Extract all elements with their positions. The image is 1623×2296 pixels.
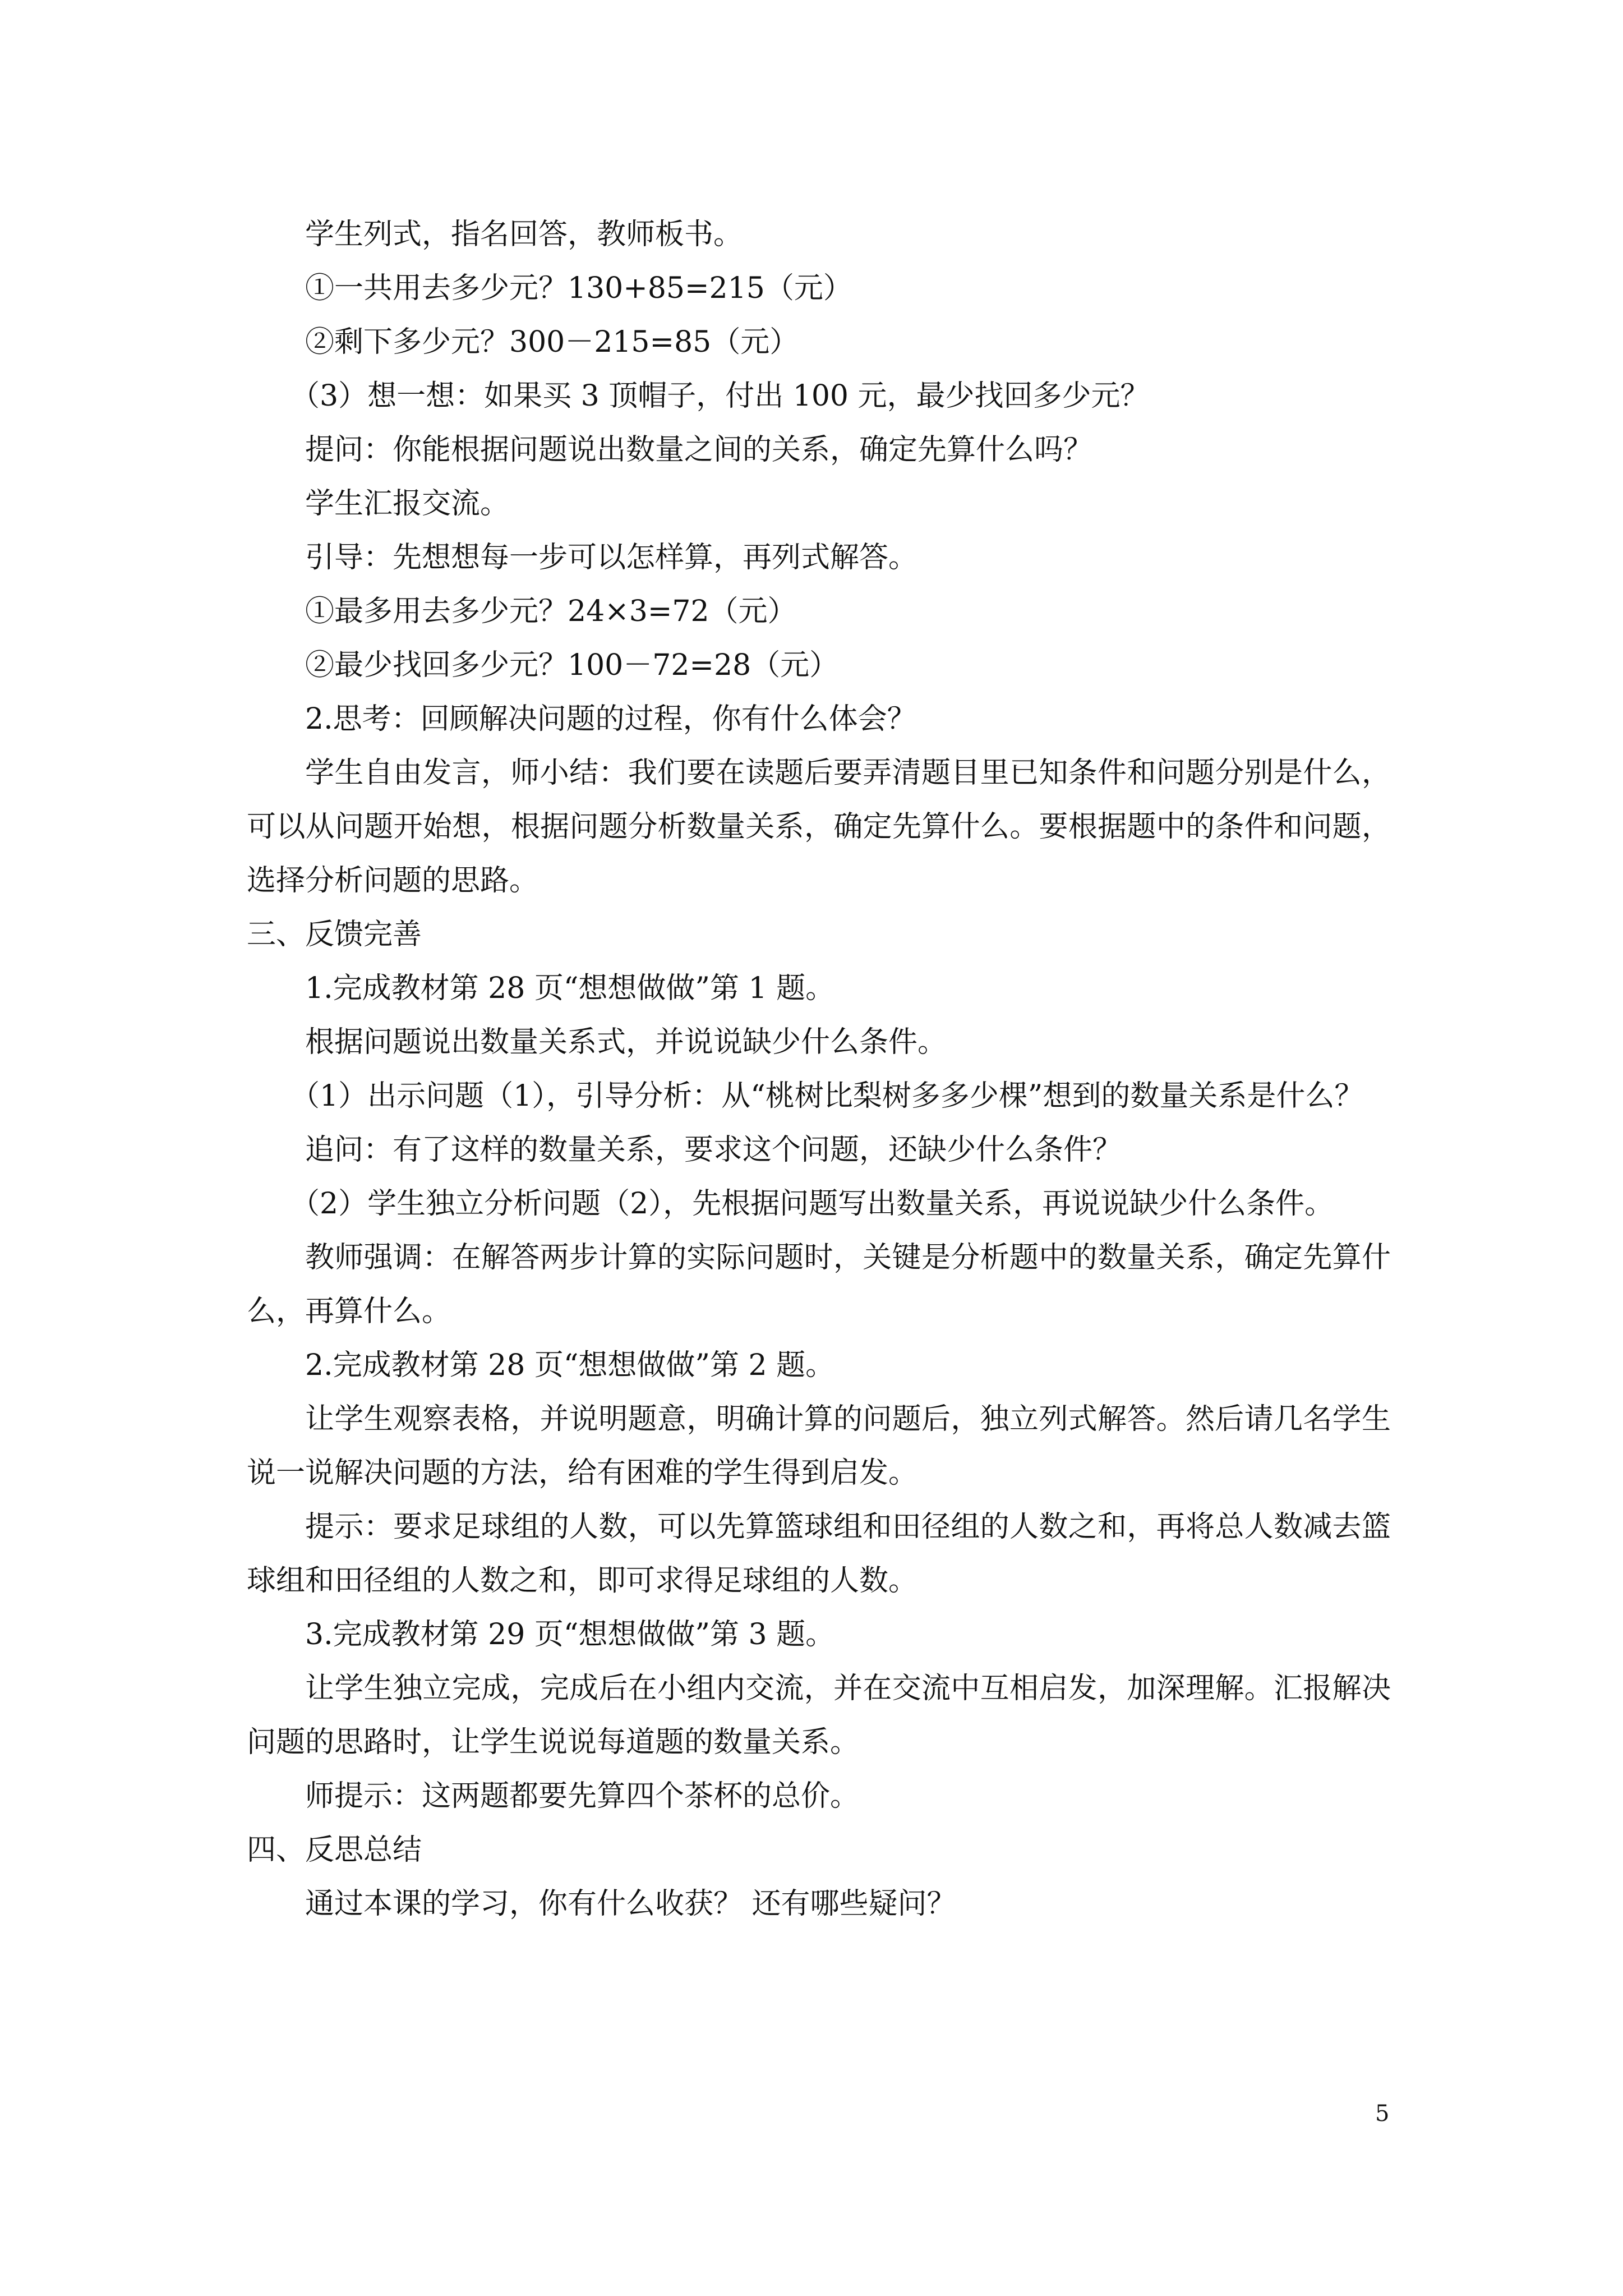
paragraph: 提示：要求足球组的人数，可以先算篮球组和田径组的人数之和，再将总人数减去篮球组和田径组的人数之和，即可求得足球组的人数。 — [247, 1510, 1391, 1598]
section-heading: 三、反馈完善 — [247, 918, 422, 951]
paragraph: 2.思考：回顾解决问题的过程，你有什么体会？ — [305, 702, 916, 736]
paragraph: 3.完成教材第 29 页“想想做做”第 3 题。 — [305, 1618, 835, 1651]
paragraph: 让学生观察表格，并说明题意，明确计算的问题后，独立列式解答。然后请几名学生说一说解决问题的方法，给有困难的学生得到启发。 — [247, 1402, 1391, 1490]
paragraph: 2.完成教材第 28 页“想想做做”第 2 题。 — [305, 1349, 835, 1382]
paragraph: 师提示：这两题都要先算四个茶杯的总价。 — [305, 1779, 860, 1813]
document-body — [247, 208, 1391, 1931]
paragraph: ②最少找回多少元？100－72=28（元） — [305, 648, 839, 682]
paragraph: 引导：先想想每一步可以怎样算，再列式解答。 — [305, 541, 918, 574]
paragraph: 通过本课的学习，你有什么收获？ 还有哪些疑问？ — [305, 1887, 956, 1921]
section-heading: 四、反思总结 — [247, 1833, 422, 1867]
paragraph: （1）出示问题（1），引导分析：从“桃树比梨树多多少棵”想到的数量关系是什么？ — [291, 1079, 1364, 1113]
page-number: 5 — [1375, 2101, 1390, 2127]
paragraph: ①一共用去多少元？130+85=215（元） — [305, 272, 852, 305]
paragraph: 学生自由发言，师小结：我们要在读题后要弄清题目里已知条件和问题分别是什么，可以从问题开始想，根据问题分析数量关系，确定先算什么。要根据题中的条件和问题，选择分析问题的思路。 — [247, 756, 1391, 898]
paragraph: ①最多用去多少元？24×3=72（元） — [305, 595, 797, 628]
paragraph: 提问：你能根据问题说出数量之间的关系，确定先算什么吗？ — [305, 433, 1093, 467]
paragraph: （3）想一想：如果买 3 顶帽子，付出 100 元，最少找回多少元？ — [291, 379, 1150, 413]
paragraph: 学生列式，指名回答，教师板书。 — [305, 218, 743, 251]
paragraph: 学生汇报交流。 — [305, 487, 510, 521]
paragraph: 追问：有了这样的数量关系，要求这个问题，还缺少什么条件？ — [305, 1133, 1122, 1167]
paragraph: 让学生独立完成，完成后在小组内交流，并在交流中互相启发，加深理解。汇报解决问题的思路时，让学生说说每道题的数量关系。 — [247, 1672, 1391, 1759]
paragraph: 根据问题说出数量关系式，并说说缺少什么条件。 — [305, 1025, 947, 1059]
paragraph: 1.完成教材第 28 页“想想做做”第 1 题。 — [305, 972, 835, 1005]
paragraph: （2）学生独立分析问题（2），先根据问题写出数量关系，再说说缺少什么条件。 — [291, 1187, 1334, 1221]
paragraph: ②剩下多少元？300－215=85（元） — [305, 325, 799, 359]
paragraph: 教师强调：在解答两步计算的实际问题时，关键是分析题中的数量关系，确定先算什么，再算什么。 — [247, 1241, 1391, 1328]
